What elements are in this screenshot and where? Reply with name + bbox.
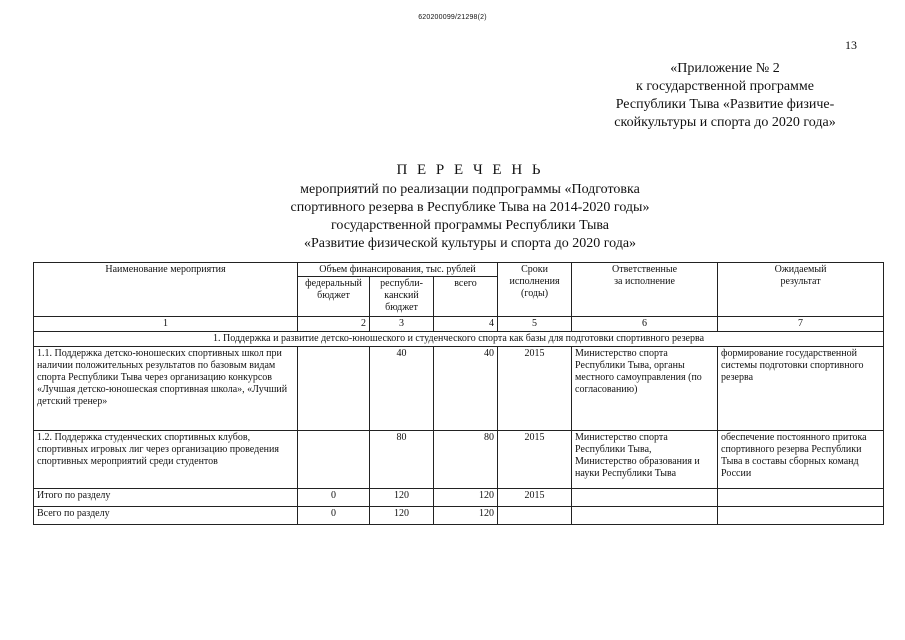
appendix-line: скойкультуры и спорта до 2020 года» [614, 115, 836, 130]
activities-table [33, 262, 884, 525]
grand-total-result [718, 507, 884, 525]
appendix-line: к государственной программе [636, 79, 814, 94]
grand-total-federal: 0 [298, 507, 370, 525]
grand-total-republic: 120 [370, 507, 434, 525]
total-budget: 80 [434, 431, 498, 489]
header-terms: Сроки исполнения (годы) [498, 263, 572, 317]
header-name: Наименование мероприятия [34, 263, 298, 317]
grand-total-label: Всего по разделу [34, 507, 298, 525]
responsible: Министерство спорта Республики Тыва, органы местного самоуправления (по согласованию) [572, 347, 718, 431]
term: 2015 [498, 347, 572, 431]
subtotal-label: Итого по разделу [34, 489, 298, 507]
column-number: 5 [498, 317, 572, 332]
column-number: 4 [434, 317, 498, 332]
grand-total-row [34, 507, 884, 525]
document-subtitle [230, 181, 710, 253]
document-code: 620200099/21298(2) [418, 14, 487, 21]
header-responsible: Ответственные за исполнение [572, 263, 718, 317]
subtotal-responsible [572, 489, 718, 507]
column-number: 6 [572, 317, 718, 332]
header-total: всего [434, 277, 498, 317]
table-row [34, 347, 884, 431]
table-row [34, 431, 884, 489]
total-budget: 40 [434, 347, 498, 431]
activity-name: 1.2. Поддержка студенческих спортивных клубов, спортивных игровых лиг через организацию проведения спортивных мероприятий среди студентов [34, 431, 298, 489]
term: 2015 [498, 431, 572, 489]
subtotal-republic: 120 [370, 489, 434, 507]
federal-budget [298, 347, 370, 431]
subtitle-line: спортивного резерва в Республике Тыва на 2014-2020 годы» [290, 200, 650, 215]
grand-total-term [498, 507, 572, 525]
document-title-block [230, 162, 710, 253]
section-row [34, 332, 884, 347]
document-title: П Е Р Е Ч Е Н Ь [396, 162, 544, 178]
appendix-note [595, 60, 855, 132]
expected-result: обеспечение постоянного притока спортивного резерва Республики Тыва в составы сборных команд России [718, 431, 884, 489]
responsible: Министерство спорта Республики Тыва, Министерство образования и науки Республики Тыва [572, 431, 718, 489]
subtotal-term: 2015 [498, 489, 572, 507]
column-number: 2 [298, 317, 370, 332]
subtotal-total: 120 [434, 489, 498, 507]
subtitle-line: «Развитие физической культуры и спорта до 2020 года» [303, 236, 637, 251]
header-funding: Объем финансирования, тыс. рублей [298, 263, 498, 277]
republic-budget: 40 [370, 347, 434, 431]
section-title: 1. Поддержка и развитие детско-юношеского и студенческого спорта как базы для подготовки спортивного резерва [34, 332, 884, 347]
subtotal-result [718, 489, 884, 507]
expected-result: формирование государственной системы подготовки спортивного резерва [718, 347, 884, 431]
subtitle-line: мероприятий по реализации подпрограммы «Подготовка [300, 182, 640, 197]
subtotal-federal: 0 [298, 489, 370, 507]
column-numbers-row [34, 317, 884, 332]
subtitle-line: государственной программы Республики Тыва [331, 218, 609, 233]
appendix-line: Республики Тыва «Развитие физиче- [615, 97, 835, 112]
federal-budget [298, 431, 370, 489]
subtotal-row [34, 489, 884, 507]
header-federal: федеральный бюджет [298, 277, 370, 317]
activity-name: 1.1. Поддержка детско-юношеских спортивных школ при наличии положительных результатов по базовым видам спорта Республики Тыва через организацию конкурсов «Лучшая детско-юношеская спортивная школа», «Лучший детский тренер» [34, 347, 298, 431]
column-number: 3 [370, 317, 434, 332]
column-number: 7 [718, 317, 884, 332]
republic-budget: 80 [370, 431, 434, 489]
column-number: 1 [34, 317, 298, 332]
header-expected: Ожидаемый результат [718, 263, 884, 317]
header-row [34, 263, 884, 277]
page-number: 13 [845, 38, 857, 52]
grand-total-total: 120 [434, 507, 498, 525]
appendix-line: «Приложение № 2 [670, 61, 780, 76]
grand-total-responsible [572, 507, 718, 525]
header-republic: республи- канский бюджет [370, 277, 434, 317]
